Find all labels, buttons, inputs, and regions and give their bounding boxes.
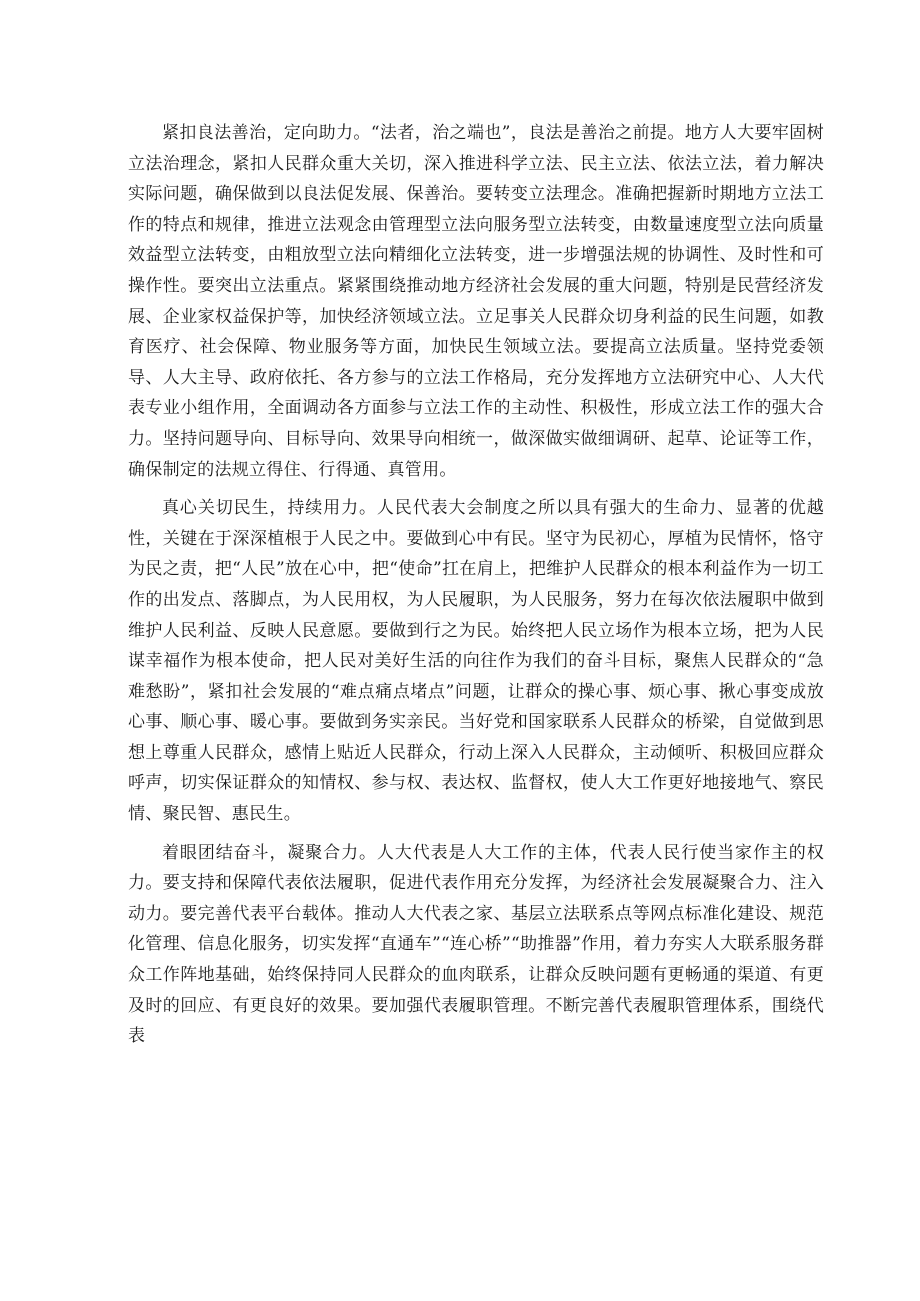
paragraph-livelihood: 真心关切民生，持续用力。人民代表大会制度之所以具有强大的生命力、显著的优越性，关键在于深深植根于人民之中。要做到心中有民。坚守为民初心，厚植为民情怀，恪守为民之责，把“人民”放在心中，把“使命”扛在肩上，把维护人民群众的根本利益作为一切工作的出发点、落脚点，为人民用权，为人民履职，为人民服务，努力在每次依法履职中做到维护人民利益、反映人民意愿。要做到行之为民。始终把人民立场作为根本立场，把为人民谋幸福作为根本使命，把人民对美好生活的向往作为我们的奋斗目标，聚焦人民群众的“急难愁盼”，紧扣社会发展的“难点痛点堵点”问题，让群众的操心事、烦心事、揪心事变成放心事、顺心事、暖心事。要做到务实亲民。当好党和国家联系人民群众的桥梁，自觉做到思想上尊重人民群众，感情上贴近人民群众，行动上深入人民群众，主动倾听、积极回应群众呼声，切实保证群众的知情权、参与权、表达权、监督权，使人大工作更好地接地气、察民情、聚民智、惠民生。 [128, 498, 824, 825]
paragraph-legislation: 紧扣良法善治，定向助力。“法者，治之端也”，良法是善治之前提。地方人大要牢固树立法治理念，紧扣人民群众重大关切，深入推进科学立法、民主立法、依法立法，着力解决实际问题，确保做到以良法促发展、保善治。要转变立法理念。准确把握新时期地方立法工作的特点和规律，推进立法观念由管理型立法向服务型立法转变，由数量速度型立法向质量效益型立法转变，由粗放型立法向精细化立法转变，进一步增强法规的协调性、及时性和可操作性。要突出立法重点。紧紧围绕推动地方经济社会发展的重大问题，特别是民营经济发展、企业家权益保护等，加快经济领域立法。立足事关人民群众切身利益的民生问题，如教育医疗、社会保障、物业服务等方面，加快民生领域立法。要提高立法质量。坚持党委领导、人大主导、政府依托、各方参与的立法工作格局，充分发挥地方立法研究中心、人大代表专业小组作用，全面调动各方面参与立法工作的主动性、积极性，形成立法工作的强大合力。坚持问题导向、目标导向、效果导向相统一，做深做实做细调研、起草、论证等工作，确保制定的法规立得住、行得通、真管用。 [128, 123, 824, 480]
paragraph-unity: 着眼团结奋斗，凝聚合力。人大代表是人大工作的主体，代表人民行使当家作主的权力。要支持和保障代表依法履职，促进代表作用充分发挥，为经济社会发展凝聚合力、注入动力。要完善代表平台载体。推动人大代表之家、基层立法联系点等网点标准化建设、规范化管理、信息化服务，切实发挥“直通车”“连心桥”“助推器”作用，着力夯实人大联系服务群众工作阵地基础，始终保持同人民群众的血肉联系，让群众反映问题有更畅通的渠道、有更及时的回应、有更良好的效果。要加强代表履职管理。不断完善代表履职管理体系，围绕代表 [128, 842, 824, 1047]
document-body [128, 118, 824, 1052]
